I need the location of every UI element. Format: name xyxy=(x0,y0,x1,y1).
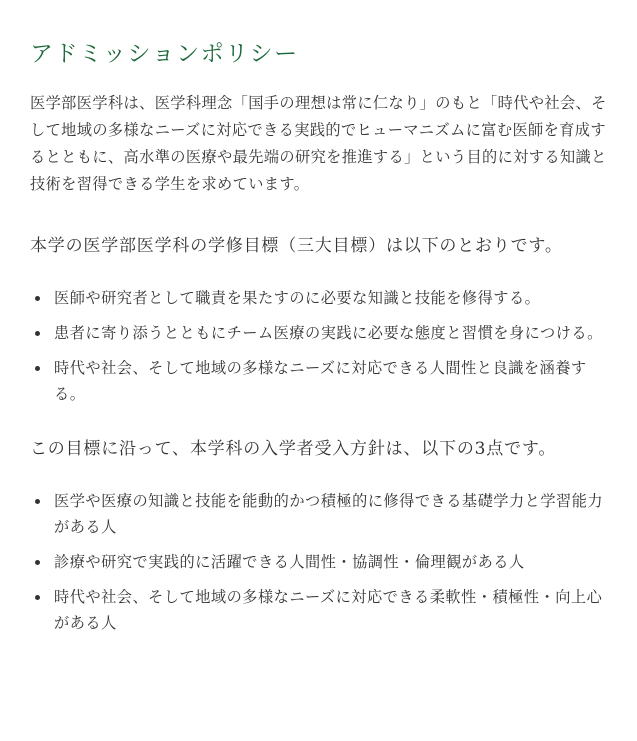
intro-paragraph: 医学部医学科は、医学科理念「国手の理想は常に仁なり」のもと「時代や社会、そして地域の多様なニーズに対応できる実践的でヒューマニズムに富む医師を育成するとともに、高水準の医療や最先端の研究を推進する」という目的に対する知識と技術を習得できる学生を求めています。 xyxy=(30,94,607,193)
bullet-icon xyxy=(35,331,40,336)
bullet-icon xyxy=(35,366,40,371)
page-title: アドミッションポリシー xyxy=(30,41,299,67)
goal-text: 医師や研究者として職責を果たすのに必要な知識と技能を修得する。 xyxy=(54,289,541,307)
bullet-icon xyxy=(35,595,40,600)
policy-text: 時代や社会、そして地域の多様なニーズに対応できる柔軟性・積極性・向上心がある人 xyxy=(54,588,603,632)
goal-item xyxy=(30,355,607,407)
goals-lead: 本学の医学部医学科の学修目標（三大目標）は以下のとおりです。 xyxy=(30,236,563,256)
policy-text: 診療や研究で実践的に活躍できる人間性・協調性・倫理観がある人 xyxy=(54,553,525,571)
goal-text: 時代や社会、そして地域の多様なニーズに対応できる人間性と良識を涵養する。 xyxy=(54,359,587,403)
bullet-icon xyxy=(35,499,40,504)
goals-list xyxy=(30,285,607,407)
bullet-icon xyxy=(35,560,40,565)
policy-item xyxy=(30,584,607,636)
goal-text: 患者に寄り添うとともにチーム医療の実践に必要な態度と習慣を身につける。 xyxy=(54,324,603,342)
policy-text: 医学や医療の知識と技能を能動的かつ積極的に修得できる基礎学力と学習能力がある人 xyxy=(54,492,604,536)
policy-lead: この目標に沿って、本学科の入学者受入方針は、以下の3点です。 xyxy=(30,439,557,459)
bullet-icon xyxy=(35,296,40,301)
policy-item xyxy=(30,549,607,575)
goal-item xyxy=(30,285,607,311)
policy-item xyxy=(30,488,607,540)
policy-list xyxy=(30,488,607,636)
goal-item xyxy=(30,320,607,346)
